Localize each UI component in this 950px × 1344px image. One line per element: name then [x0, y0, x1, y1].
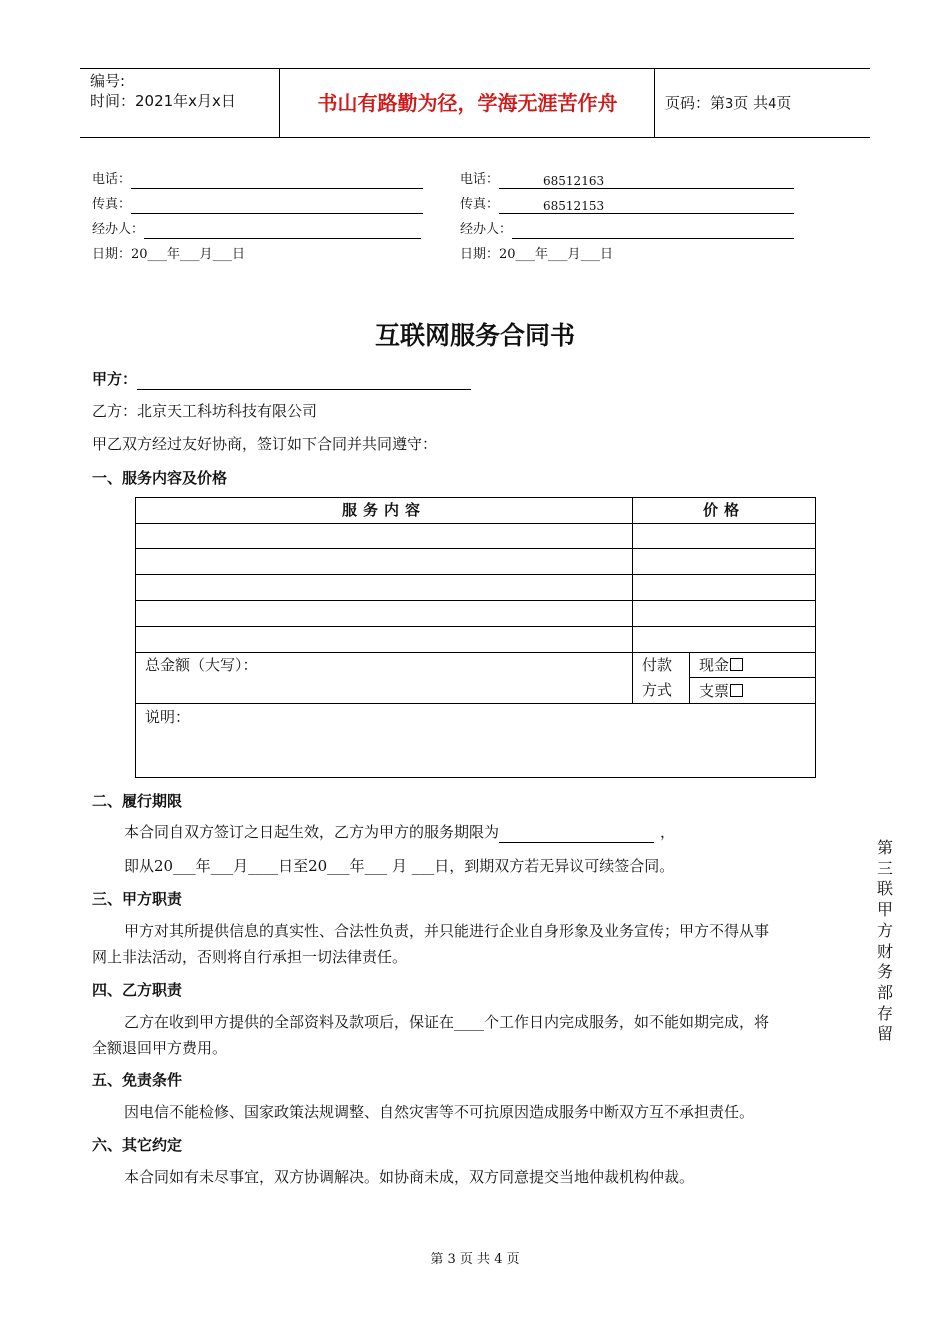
price-cell-2[interactable]	[633, 549, 815, 574]
service-cell-4[interactable]	[136, 601, 632, 626]
section6-title: 六、其它约定	[92, 1136, 183, 1154]
left-fax-label: 传真：	[92, 197, 132, 212]
service-cell-1[interactable]	[136, 523, 632, 548]
right-agent-label: 经办人：	[460, 222, 513, 237]
page-end: 页	[776, 94, 792, 112]
party-a-label: 甲方：	[92, 370, 138, 388]
price-cell-1[interactable]	[633, 523, 815, 548]
party-b-line: 乙方：北京天工科坊科技有限公司	[92, 402, 318, 420]
right-phone-field[interactable]	[499, 174, 794, 189]
header-box	[80, 68, 870, 138]
section5-title: 五、免责条件	[92, 1071, 183, 1089]
right-agent-row	[460, 221, 794, 239]
page-current: 3	[725, 97, 734, 112]
right-fax-value: 68512153	[543, 199, 605, 213]
section2-line1-comma: ，	[660, 823, 676, 841]
payment-cash-option[interactable]	[699, 653, 743, 677]
service-cell-2[interactable]	[136, 549, 632, 574]
party-a-field[interactable]	[137, 372, 471, 390]
right-fax-label: 传真：	[460, 197, 500, 212]
section2-line2: 即从20___年___月____日至20___年___ 月 ___日，到期双方若无异议可续签合同。	[124, 857, 675, 875]
header-motto: 书山有路勤为径，学海无涯苦作舟	[281, 69, 655, 137]
right-fax-row	[460, 196, 794, 214]
col-price-header: 价格	[702, 501, 745, 519]
left-agent-row	[92, 221, 421, 239]
section5-text: 因电信不能检修、国家政策法规调整、自然灾害等不可抗原因造成服务中断双方互不承担责任。	[124, 1103, 755, 1121]
price-cell-3[interactable]	[633, 575, 815, 600]
payment-check-option[interactable]	[699, 679, 743, 703]
left-phone-row	[92, 171, 423, 189]
section4-line2: 全额退回甲方费用。	[92, 1039, 228, 1057]
section2-line1	[124, 821, 675, 843]
payment-check-label: 支票	[699, 682, 730, 700]
side-note: 第三联甲方财务部存留	[876, 838, 893, 1044]
check-checkbox[interactable]	[730, 684, 743, 697]
header-page-info	[655, 69, 870, 137]
section2-line1-text: 本合同自双方签订之日起生效，乙方为甲方的服务期限为	[124, 823, 500, 841]
section3-text	[92, 918, 852, 970]
document-title: 互联网服务合同书	[374, 321, 575, 350]
section3-line2: 网上非法活动，否则将自行承担一切法律责任。	[92, 948, 408, 966]
page-mid: 页 共	[733, 94, 769, 112]
section2-title: 二、履行期限	[92, 792, 183, 810]
service-table	[135, 497, 816, 778]
left-fax-row	[92, 196, 423, 214]
payment-label-2: 方式	[642, 681, 673, 699]
note-label: 说明：	[145, 708, 191, 726]
col-service-header: 服务内容	[341, 501, 426, 519]
section4-title: 四、乙方职责	[92, 981, 183, 999]
section3-line1: 甲方对其所提供信息的真实性、合法性负责，并只能进行企业自身形象及业务宣传；甲方不得从事	[124, 922, 770, 940]
section3-title: 三、甲方职责	[92, 890, 183, 908]
service-cell-3[interactable]	[136, 575, 632, 600]
right-phone-value: 68512163	[543, 174, 605, 188]
section1-title: 一、服务内容及价格	[92, 469, 228, 487]
right-phone-row	[460, 171, 794, 189]
intro-text: 甲乙双方经过友好协商，签订如下合同并共同遵守：	[92, 435, 438, 453]
section4-text	[92, 1009, 852, 1061]
header-info	[80, 69, 280, 137]
price-cell-4[interactable]	[633, 601, 815, 626]
payment-cash-label: 现金	[699, 656, 730, 674]
left-fax-field[interactable]	[131, 199, 423, 214]
left-agent-label: 经办人：	[92, 222, 145, 237]
payment-label-1: 付款	[642, 656, 673, 674]
page-footer: 第 3 页 共 4 页	[430, 1252, 520, 1267]
section4-line1: 乙方在收到甲方提供的全部资料及款项后，保证在____个工作日内完成服务，如不能如期完成，将	[124, 1013, 770, 1031]
left-agent-field[interactable]	[144, 224, 421, 239]
total-amount-label: 总金额（大写）：	[145, 656, 258, 674]
left-phone-label: 电话：	[92, 172, 132, 187]
time-label: 时间：2021年x月x日	[90, 92, 236, 110]
section6-text: 本合同如有未尽事宜，双方协调解决。如协商未成，双方同意提交当地仲裁机构仲裁。	[124, 1168, 695, 1186]
right-phone-label: 电话：	[460, 172, 500, 187]
left-date-row: 日期：20___年___月___日	[92, 247, 246, 262]
number-label: 编号:	[90, 72, 126, 90]
left-phone-field[interactable]	[131, 174, 423, 189]
party-a-row	[92, 368, 471, 390]
service-period-field[interactable]	[499, 825, 654, 843]
right-agent-field[interactable]	[512, 224, 794, 239]
right-fax-field[interactable]	[499, 199, 794, 214]
cash-checkbox[interactable]	[730, 658, 743, 671]
page-total: 4	[768, 97, 777, 112]
page-label: 页码：第	[665, 94, 726, 112]
right-date-row: 日期：20___年___月___日	[460, 247, 614, 262]
